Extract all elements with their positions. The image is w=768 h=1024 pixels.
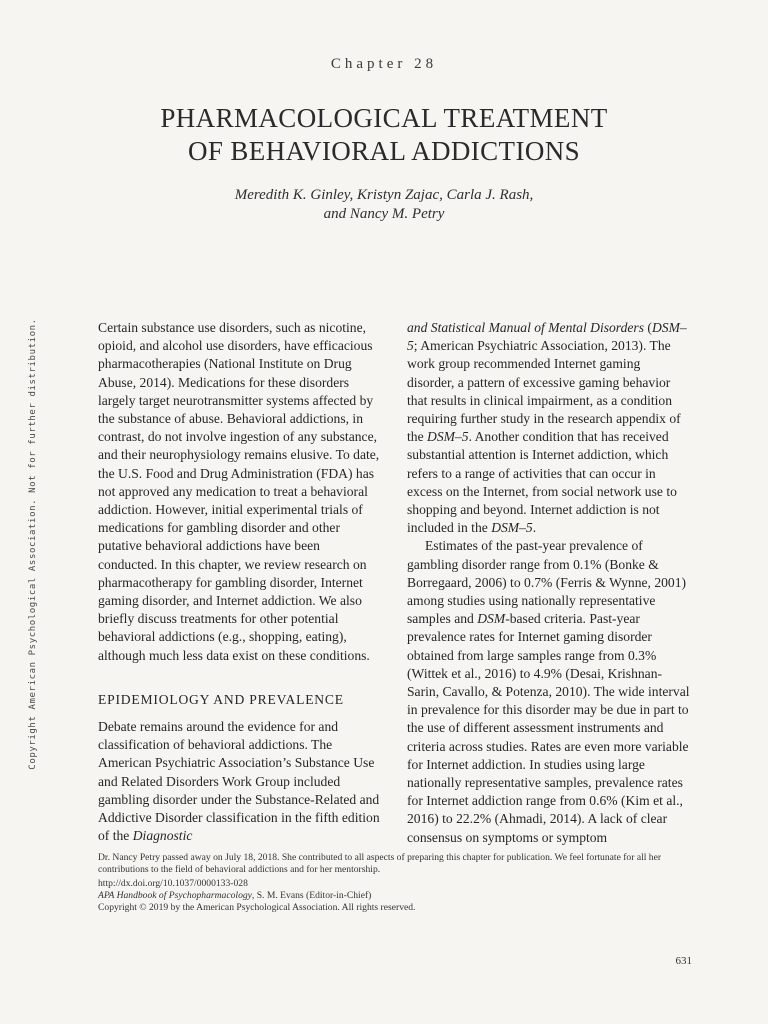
author-list	[84, 186, 684, 224]
italic-dsm-title: and Statistical Manual of Mental Disorders	[407, 320, 645, 335]
prevalence-paragraph	[407, 537, 691, 846]
text-run: .	[532, 520, 537, 536]
text-run: . Another condition that has received substantial attention is Internet addiction, which refers to a range of activities that can occur in excess on the Internet, from social network use to shopping and beyond. Internet addiction is not included in the	[407, 429, 677, 536]
page-number: 631	[675, 955, 692, 967]
doi-link[interactable]: http://dx.doi.org/10.1037/0000133-028	[98, 878, 248, 890]
section-paragraph	[98, 718, 382, 845]
text-run: Estimates of the past-year prevalence of gambling disorder range from 0.1% (Bonke & Borregaard, 2006) to 0.7% (Ferris & Wynne, 2001) among studies using nationally representative samples and	[407, 538, 687, 627]
copyright-line: Copyright © 2019 by the American Psychological Association. All rights reserved.	[98, 901, 416, 913]
text-run: ; American Psychiatric Association, 2013). The work group recommended Internet gaming disorder, a pattern of excessive gaming behavior that results in clinical impairment, as a condition requiring further study in the research appendix of the	[407, 338, 681, 445]
italic-dsm: DSM–5	[491, 520, 533, 536]
title-line-2: OF BEHAVIORAL ADDICTIONS	[187, 136, 581, 166]
author-line-2: and Nancy M. Petry	[323, 206, 445, 222]
intro-paragraph: Certain substance use disorders, such as nicotine, opioid, and alcohol use disorders, have efficacious pharmacotherapies (National Institute on Drug Abuse, 2014). Medications for these disorders largely target neurotransmitter systems affected by the substance of abuse. Behavioral addictions, in contrast, do not involve ingestion of any substance, and their neurophysiology remains elusive. To date, the U.S. Food and Drug Administration (FDA) has not approved any medication to treat a behavioral addiction. However, initial experimental trials of medications for gambling disorder and other putative behavioral addictions have been conducted. In this chapter, we review research on pharmacotherapy for gambling disorder, Internet gaming disorder, and Internet addiction. We also briefly discuss treatments for other potential behavioral addictions (e.g., shopping, eating), although much less data exist on these conditions.	[98, 320, 380, 663]
handbook-editor: , S. M. Evans (Editor-in-Chief)	[251, 890, 372, 902]
section-paragraph-italic: Diagnostic	[132, 828, 193, 844]
continued-paragraph	[407, 319, 691, 537]
chapter-title	[84, 102, 684, 168]
handbook-title: APA Handbook of Psychopharmacology	[98, 890, 252, 902]
memorial-note: Dr. Nancy Petry passed away on July 18, 2018. She contributed to all aspects of preparing this chapter for publication. We feel fortunate for all her contributions to the field of behavioral addictions and for her mentorship.	[98, 852, 662, 875]
footnote	[98, 852, 698, 914]
section-heading: EPIDEMIOLOGY AND PREVALENCE	[98, 691, 344, 707]
left-column	[98, 319, 382, 845]
text-run: -based criteria. Past-year prevalence rates for Internet gaming disorder obtained from large samples range from 0.3% (Wittek et al., 2016) to 4.9% (Desai, Krishnan-Sarin, Cavallo, & Potenza, 2010). The wide interval in prevalence for this disorder may be due in part to the use of different assessment instruments and criteria across studies. Rates are even more variable for Internet addiction. In studies using large nationally representative samples, prevalence rates for Internet addiction range from 0.6% (Kim et al., 2016) to 22.2% (Ahmadi, 2014). A lack of clear consensus on symptoms or symptom	[407, 611, 690, 845]
section-paragraph-text: Debate remains around the evidence for and classification of behavioral addictions. The American Psychiatric Association’s Substance Use and Related Disorders Work Group included gambling disorder under the Substance-Related and Addictive Disorder classification in the fifth edition of the	[98, 719, 380, 844]
italic-dsm: DSM–5	[427, 429, 469, 445]
copyright-side-notice: Copyright American Psychological Association. Not for further distribution.	[28, 318, 38, 770]
handbook-citation	[98, 890, 698, 902]
author-line-1: Meredith K. Ginley, Kristyn Zajac, Carla J. Rash,	[234, 187, 534, 203]
chapter-label: Chapter 28	[330, 56, 438, 72]
text-run: (	[644, 320, 652, 335]
italic-dsm: DSM	[477, 611, 506, 627]
right-column	[407, 319, 691, 847]
title-line-1: PHARMACOLOGICAL TREATMENT	[160, 103, 608, 133]
italic-dsm: DSM–5	[407, 320, 687, 354]
